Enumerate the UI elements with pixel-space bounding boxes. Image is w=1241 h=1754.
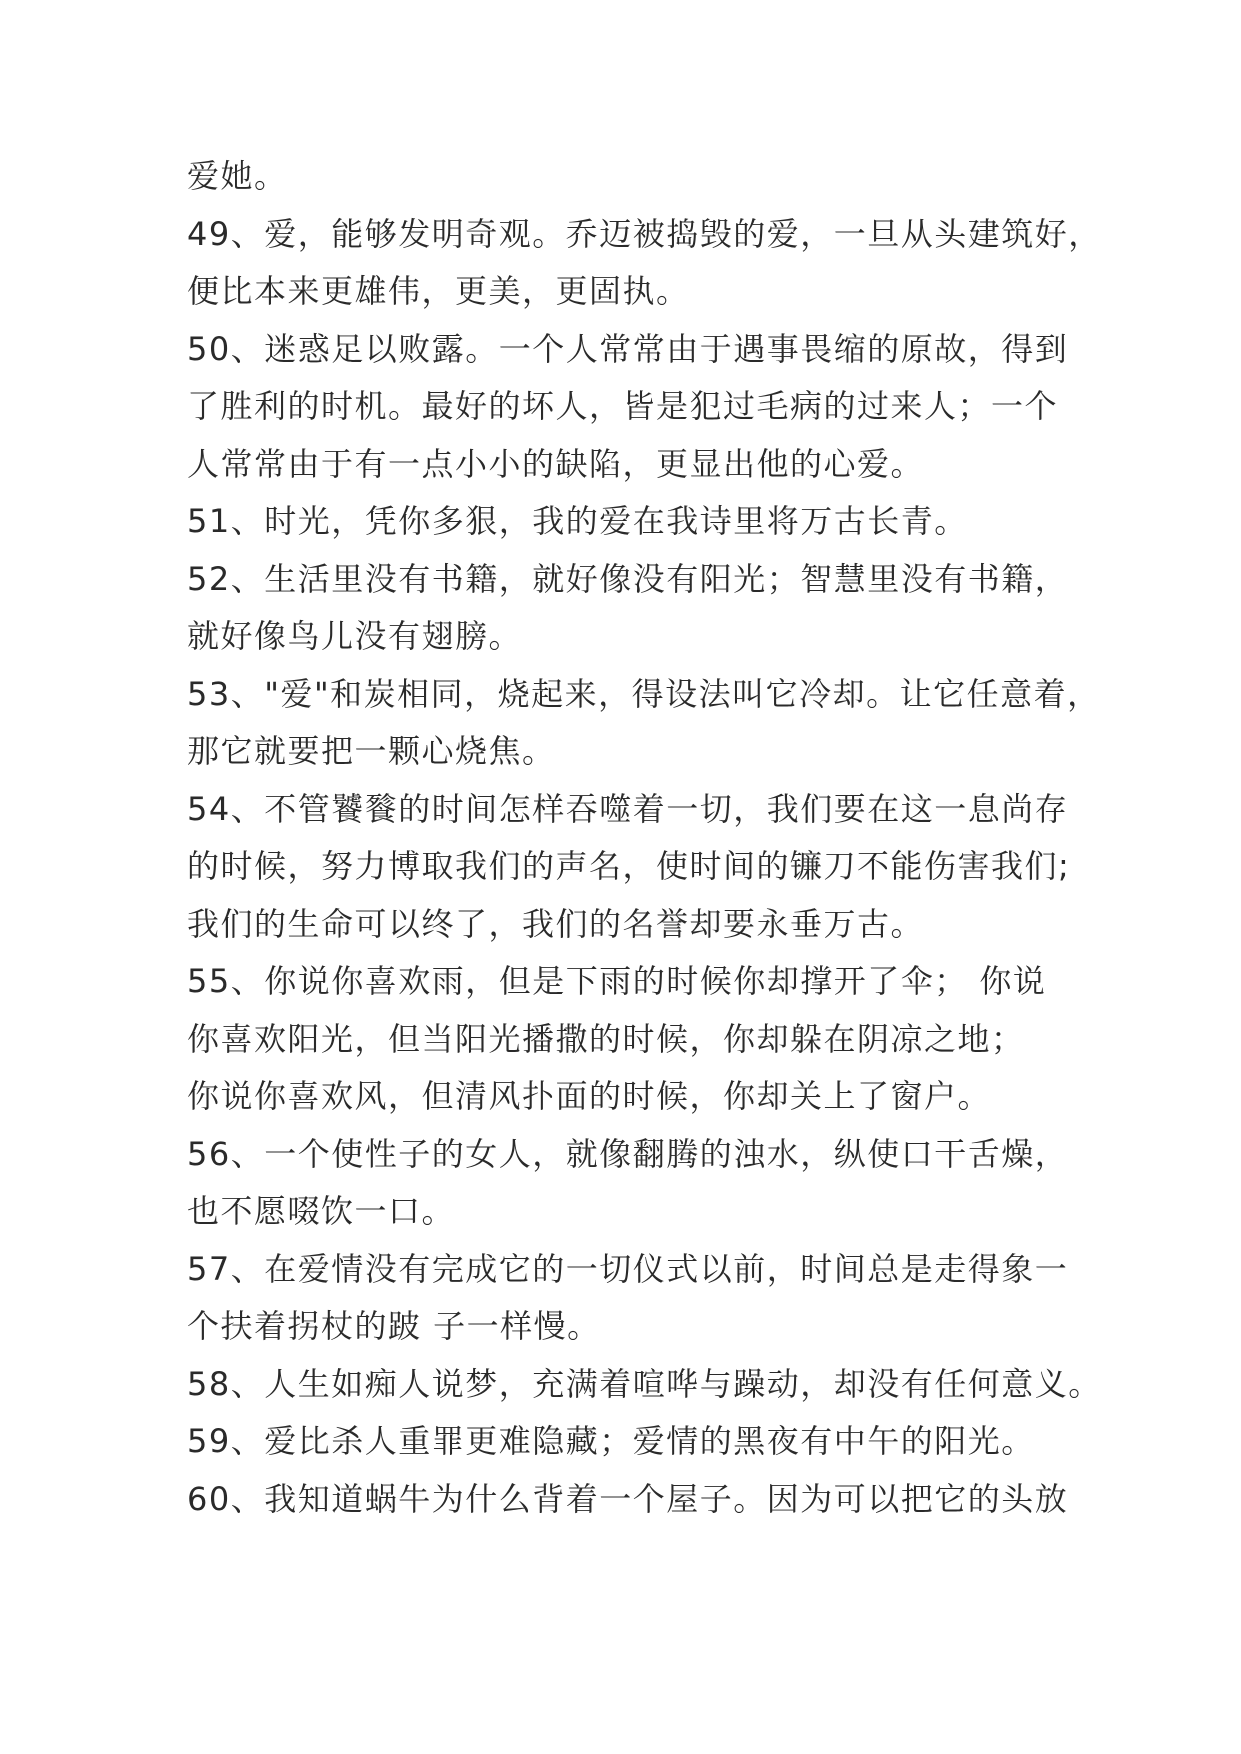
text-line: 49、爱，能够发明奇观。乔迈被捣毁的爱，一旦从头建筑好， <box>187 214 1102 253</box>
text-line: 57、在爱情没有完成它的一切仪式以前，时间总是走得象一 <box>187 1249 1069 1288</box>
text-line: 也不愿啜饮一口。 <box>187 1192 456 1230</box>
text-line: 便比本来更雄伟，更美，更固执。 <box>187 272 690 310</box>
text-line: 爱她。 <box>187 157 288 195</box>
text-line: 就好像鸟儿没有翅膀。 <box>187 617 523 655</box>
text-line: 51、时光，凭你多狠，我的爱在我诗里将万古长青。 <box>187 502 968 540</box>
text-line: 53、"爱"和炭相同，烧起来，得设法叫它冷却。让它任意着， <box>187 674 1101 713</box>
text-line: 那它就要把一颗心烧焦。 <box>187 732 556 770</box>
text-line: 52、生活里没有书籍，就好像没有阳光；智慧里没有书籍， <box>187 559 1069 598</box>
text-line: 54、不管饕餮的时间怎样吞噬着一切，我们要在这一息尚存 <box>187 789 1069 828</box>
text-line: 你说你喜欢风，但清风扑面的时候，你却关上了窗户。 <box>187 1077 992 1115</box>
text-line: 你喜欢阳光，但当阳光播撒的时候，你却躲在阴凉之地； <box>187 1019 1025 1058</box>
text-line: 个扶着拐杖的跛 子一样慢。 <box>187 1307 601 1345</box>
text-line: 了胜利的时机。最好的坏人，皆是犯过毛病的过来人；一个 <box>187 387 1059 425</box>
document-body <box>187 148 1102 1528</box>
text-line: 50、迷惑足以败露。一个人常常由于遇事畏缩的原故，得到 <box>187 329 1069 368</box>
text-line: 55、你说你喜欢雨，但是下雨的时候你却撑开了伞； 你说 <box>187 962 1047 1000</box>
text-line: 人常常由于有一点小小的缺陷，更显出他的心爱。 <box>187 444 925 483</box>
text-line: 56、一个使性子的女人，就像翻腾的浊水，纵使口干舌燥， <box>187 1134 1069 1173</box>
text-line: 的时候，努力博取我们的声名，使时间的镰刀不能伤害我们; <box>187 847 1071 885</box>
text-line: 58、人生如痴人说梦，充满着喧哗与躁动，却没有任何意义。 <box>187 1364 1102 1403</box>
text-line: 59、爱比杀人重罪更难隐藏；爱情的黑夜有中午的阳光。 <box>187 1422 1035 1460</box>
text-line: 我们的生命可以终了，我们的名誉却要永垂万古。 <box>187 904 925 943</box>
text-line: 60、我知道蜗牛为什么背着一个屋子。因为可以把它的头放 <box>187 1479 1069 1518</box>
